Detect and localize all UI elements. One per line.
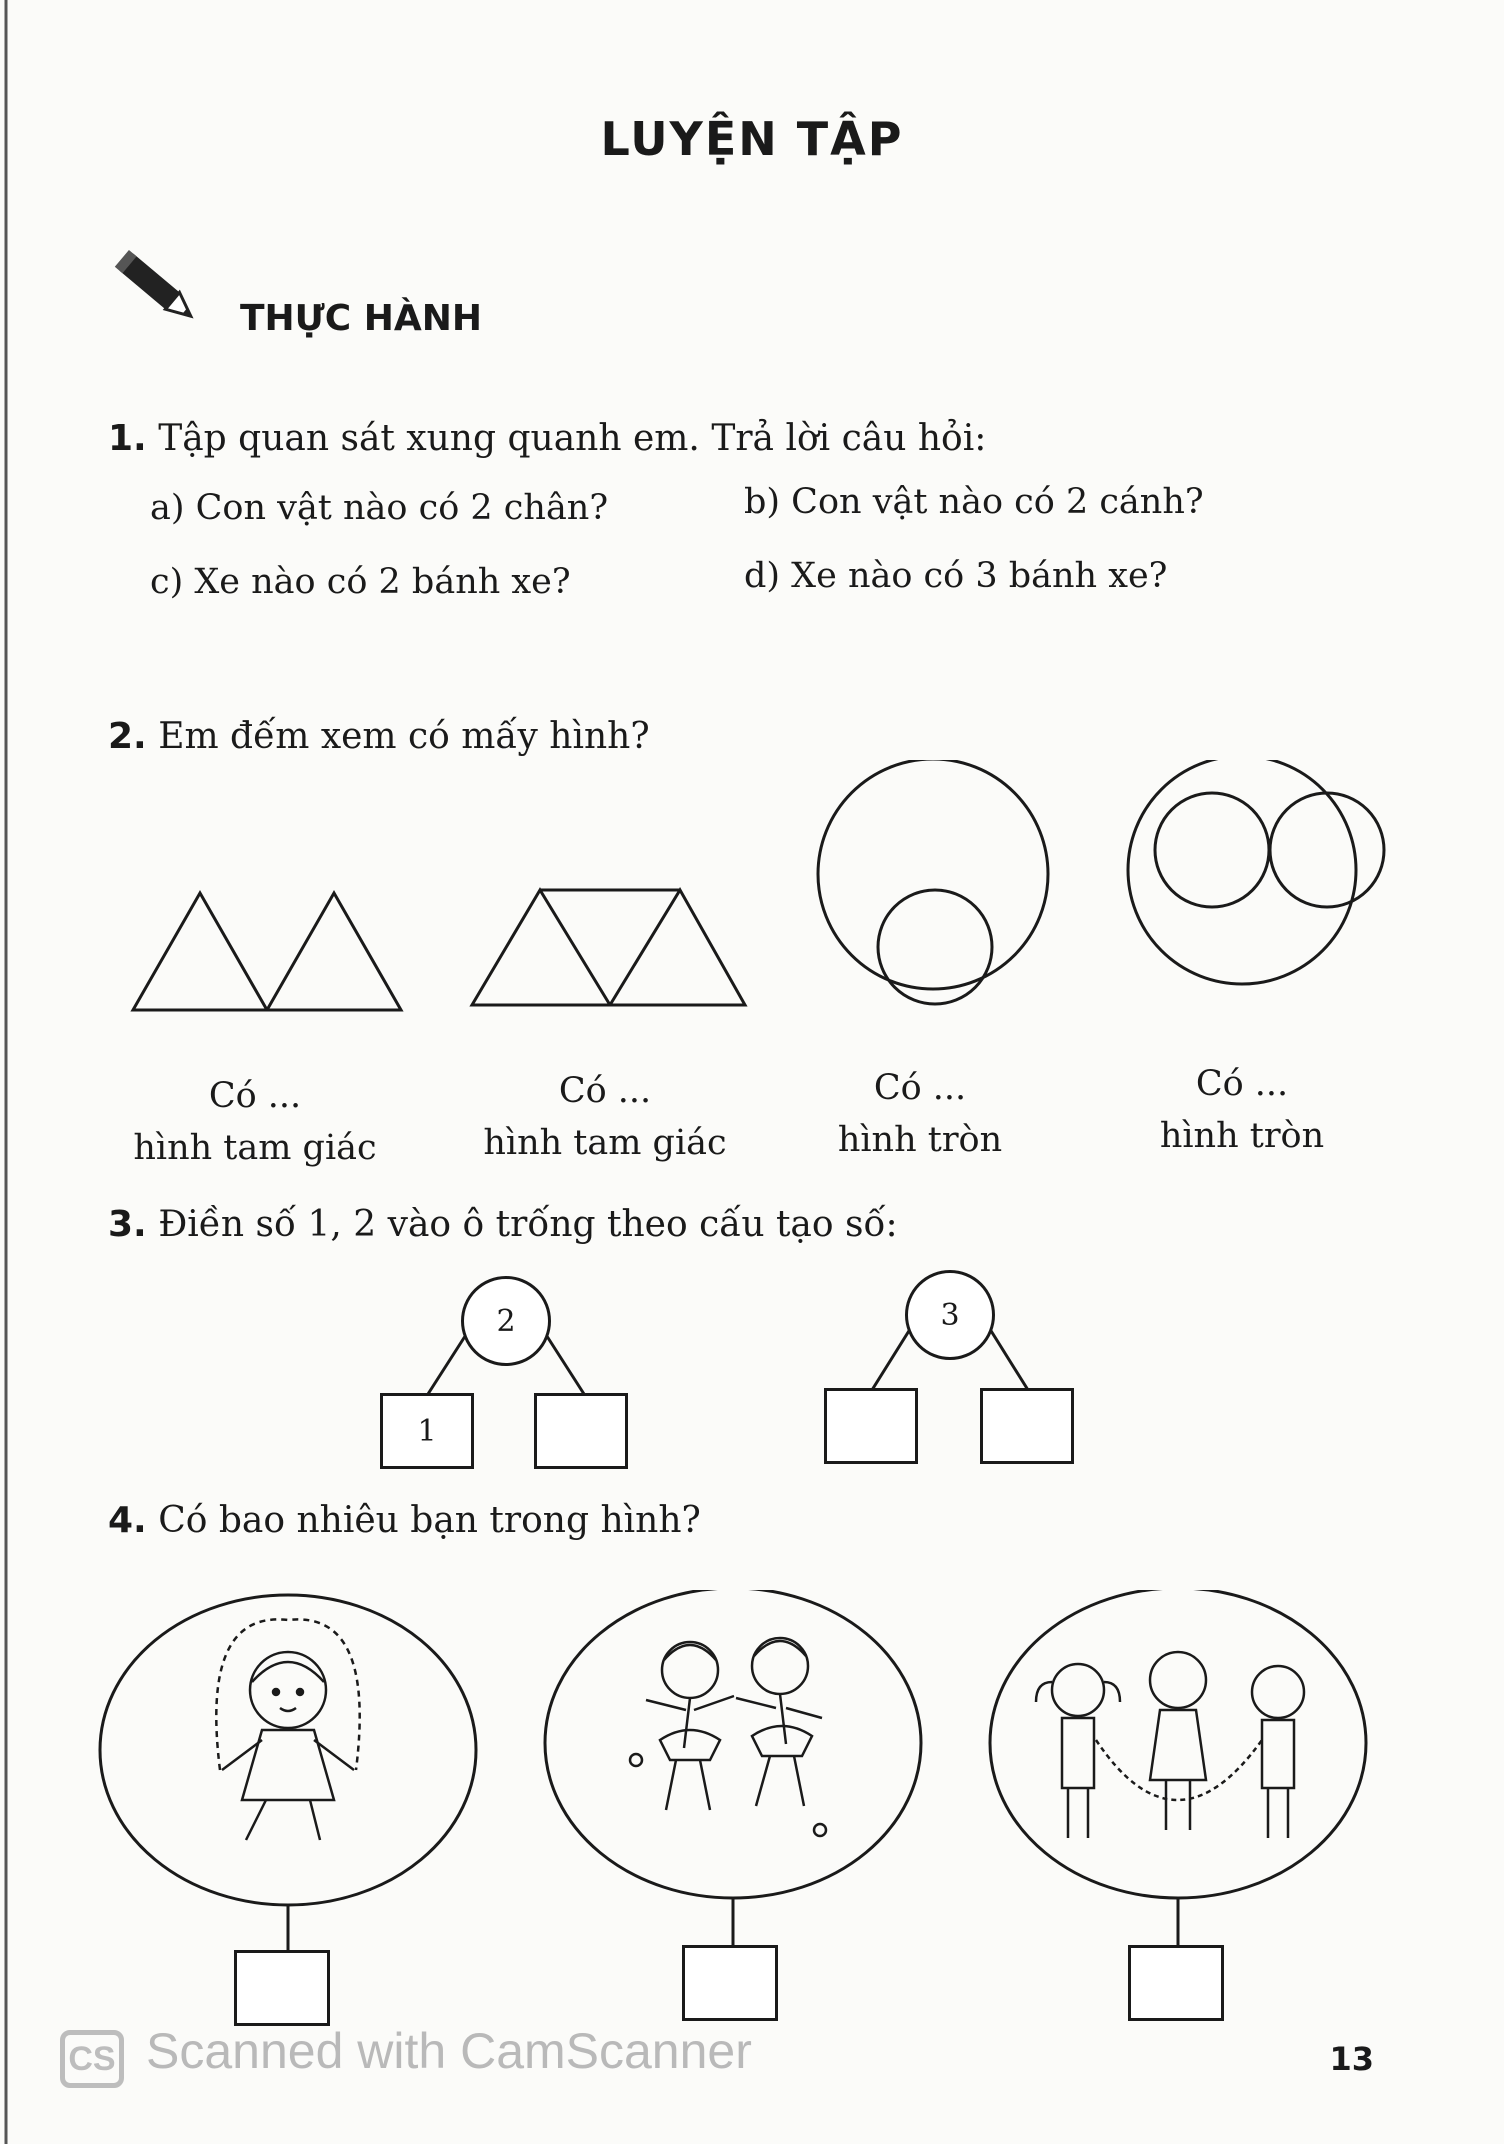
question-1-a: a) Con vật nào có 2 chân?	[150, 488, 609, 528]
section-title: THỰC HÀNH	[240, 298, 482, 339]
answer-box-3[interactable]	[1128, 1945, 1224, 2021]
number-box-empty[interactable]	[824, 1388, 918, 1464]
three-circles-figure	[1128, 760, 1384, 984]
question-4	[108, 1500, 701, 1541]
two-dancing-girls-icon	[630, 1638, 826, 1836]
question-1-b: b) Con vật nào có 2 cánh?	[744, 482, 1204, 522]
three-kids-jump-rope-icon	[1036, 1652, 1304, 1838]
question-1-c: c) Xe nào có 2 bánh xe?	[150, 562, 571, 602]
number-tree-top: 2	[461, 1276, 551, 1366]
caption-line: hình tam giác	[133, 1128, 377, 1168]
caption-line: hình tam giác	[483, 1123, 727, 1163]
question-number: 3.	[108, 1204, 147, 1245]
page-number: 13	[1329, 2040, 1374, 2078]
nested-circles-figure	[818, 760, 1048, 1004]
caption-line: Có ...	[208, 1076, 302, 1116]
question-number: 1.	[108, 418, 147, 459]
girl-jump-rope-icon	[216, 1619, 359, 1840]
caption-line: hình tròn	[1159, 1116, 1325, 1156]
scanner-watermark: Scanned with CamScanner	[146, 2023, 752, 2079]
answer-box-2[interactable]	[682, 1945, 778, 2021]
number-tree-lines	[0, 1250, 1504, 1490]
caption-2	[455, 1065, 755, 1169]
caption-line: Có ...	[558, 1071, 652, 1111]
number-box-empty[interactable]	[980, 1388, 1074, 1464]
caption-3	[770, 1062, 1070, 1166]
question-1	[108, 418, 986, 459]
two-triangles-figure	[133, 893, 401, 1010]
question-text: Có bao nhiêu bạn trong hình?	[158, 1500, 701, 1541]
caption-line: Có ...	[1195, 1064, 1289, 1104]
question-3	[108, 1204, 898, 1245]
question-text: Em đếm xem có mấy hình?	[158, 716, 650, 757]
question-1-d: d) Xe nào có 3 bánh xe?	[744, 556, 1168, 596]
question-text: Tập quan sát xung quanh em. Trả lời câu hỏi:	[158, 418, 987, 459]
camscanner-logo: CS	[60, 2030, 124, 2088]
question-number: 4.	[108, 1500, 147, 1541]
caption-line: hình tròn	[837, 1120, 1003, 1160]
number-box-empty[interactable]	[534, 1393, 628, 1469]
pencil-icon	[108, 240, 208, 340]
number-tree-top: 3	[905, 1270, 995, 1360]
caption-line: Có ...	[873, 1068, 967, 1108]
answer-box-1[interactable]	[234, 1950, 330, 2026]
question-2	[108, 716, 650, 757]
question-text: Điền số 1, 2 vào ô trống theo cấu tạo số:	[158, 1204, 898, 1245]
three-triangles-figure	[472, 890, 745, 1005]
shapes-figure	[0, 760, 1504, 1020]
number-box-filled: 1	[380, 1393, 474, 1469]
caption-1	[105, 1070, 405, 1174]
caption-4	[1092, 1058, 1392, 1162]
page-title: LUYỆN TẬP	[600, 112, 904, 166]
question-number: 2.	[108, 716, 147, 757]
